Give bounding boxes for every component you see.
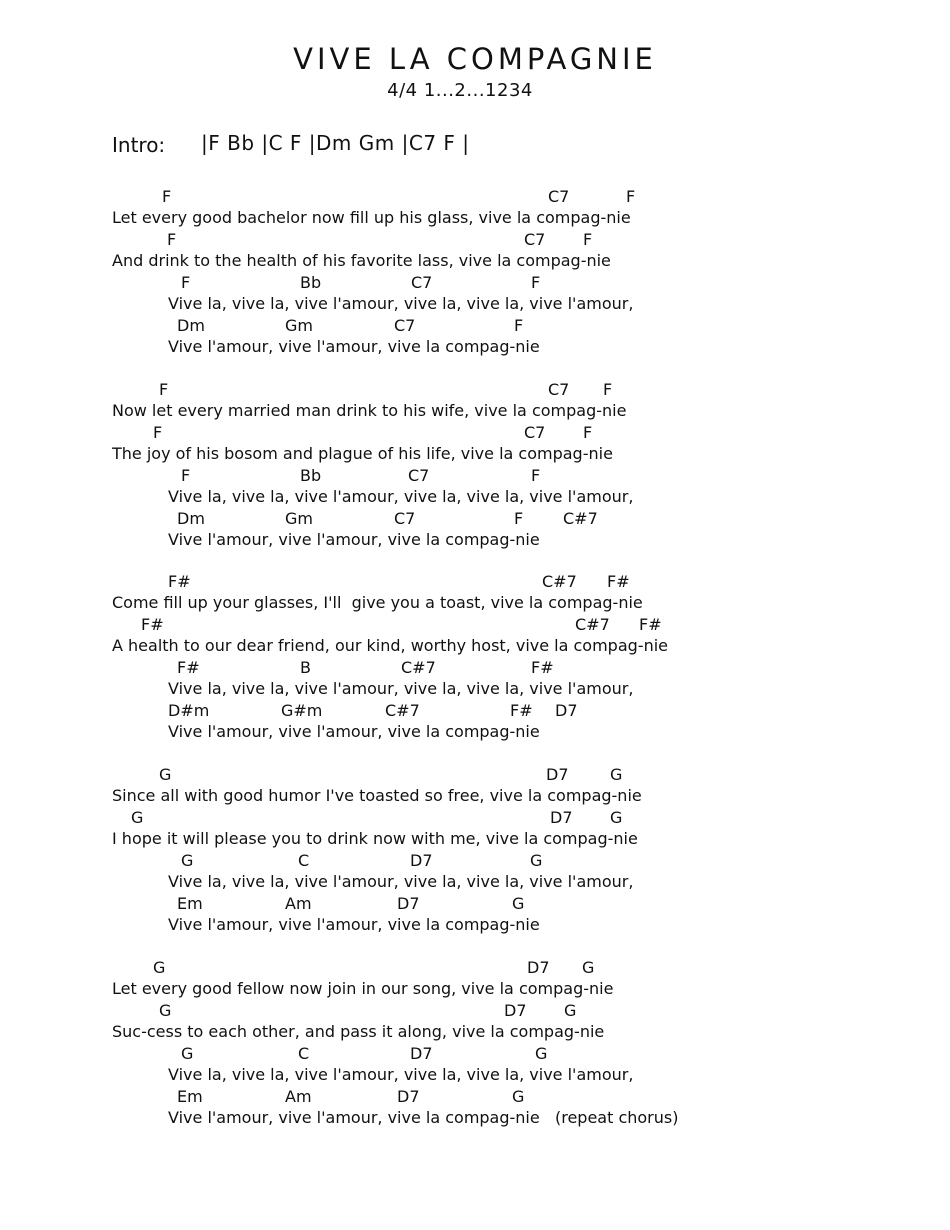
chord-label: F [583, 423, 593, 442]
chord-label: G [159, 765, 172, 784]
chorus-lyric-line: Vive l'amour, vive l'amour, vive la compag-nie [168, 530, 540, 549]
chord-label: Am [285, 1087, 312, 1106]
chord-label: G [131, 808, 144, 827]
chord-label: G [181, 1044, 194, 1063]
chord-label: F [531, 466, 541, 485]
intro-chord-bars: |F Bb |C F |Dm Gm |C7 F | [201, 131, 470, 155]
chord-label: Gm [285, 509, 313, 528]
chord-label: F [626, 187, 636, 206]
chord-label: F [167, 230, 177, 249]
chord-label: F [603, 380, 613, 399]
chord-label: F# [510, 701, 533, 720]
intro-label: Intro: [112, 133, 166, 157]
chord-label: F# [607, 572, 630, 591]
chord-label: Gm [285, 316, 313, 335]
chord-label: F# [168, 572, 191, 591]
chord-label: D7 [397, 1087, 420, 1106]
chord-label: F [153, 423, 163, 442]
chord-label: Am [285, 894, 312, 913]
chorus-lyric-line: Vive l'amour, vive l'amour, vive la compag-nie [168, 337, 540, 356]
chord-label: C [298, 1044, 310, 1063]
chord-label: F [159, 380, 169, 399]
chord-label: G [610, 765, 623, 784]
chord-label: G#m [281, 701, 323, 720]
chord-label: F# [639, 615, 662, 634]
chord-label: C#7 [542, 572, 577, 591]
chord-label: D7 [410, 1044, 433, 1063]
chord-label: G [512, 894, 525, 913]
chord-label: D7 [527, 958, 550, 977]
chord-label: G [610, 808, 623, 827]
verse-lyric-line: Let every good bachelor now fill up his glass, vive la compag-nie [112, 208, 631, 227]
chord-label: F [181, 466, 191, 485]
chord-label: F [514, 316, 524, 335]
chord-label: F [162, 187, 172, 206]
chord-label: C#7 [575, 615, 610, 634]
verse-lyric-line: I hope it will please you to drink now with me, vive la compag-nie [112, 829, 638, 848]
chord-label: D7 [555, 701, 578, 720]
chorus-lyric-line: Vive l'amour, vive l'amour, vive la compag-nie (repeat chorus) [168, 1108, 679, 1127]
verse-lyric-line: Suc-cess to each other, and pass it along, vive la compag-nie [112, 1022, 605, 1041]
chorus-lyric-line: Vive l'amour, vive l'amour, vive la compag-nie [168, 915, 540, 934]
chord-label: Bb [300, 273, 322, 292]
chord-label: C7 [524, 423, 546, 442]
chord-label: G [153, 958, 166, 977]
chord-label: C7 [411, 273, 433, 292]
chorus-lyric-line: Vive la, vive la, vive l'amour, vive la, vive la, vive l'amour, [168, 1065, 634, 1084]
chord-label: C7 [548, 380, 570, 399]
chord-label: F [583, 230, 593, 249]
chord-label: C7 [408, 466, 430, 485]
chord-label: G [530, 851, 543, 870]
chord-label: F# [531, 658, 554, 677]
verse-lyric-line: And drink to the health of his favorite lass, vive la compag-nie [112, 251, 611, 270]
chord-label: G [564, 1001, 577, 1020]
verse-lyric-line: A health to our dear friend, our kind, worthy host, vive la compag-nie [112, 636, 668, 655]
chord-label: C [298, 851, 310, 870]
chord-label: C#7 [385, 701, 420, 720]
chord-label: G [512, 1087, 525, 1106]
chord-label: F [531, 273, 541, 292]
chord-label: G [181, 851, 194, 870]
verse-lyric-line: Come fill up your glasses, I'll give you a toast, vive la compag-nie [112, 593, 643, 612]
chord-label: G [159, 1001, 172, 1020]
chord-label: Em [177, 894, 203, 913]
chord-label: Em [177, 1087, 203, 1106]
chord-label: F# [177, 658, 200, 677]
chord-label: F [514, 509, 524, 528]
chorus-lyric-line: Vive la, vive la, vive l'amour, vive la, vive la, vive l'amour, [168, 294, 634, 313]
chord-label: D#m [168, 701, 210, 720]
chord-label: F [181, 273, 191, 292]
verse-lyric-line: The joy of his bosom and plague of his life, vive la compag-nie [112, 444, 613, 463]
chord-label: D7 [546, 765, 569, 784]
chord-label: C7 [394, 509, 416, 528]
chorus-lyric-line: Vive la, vive la, vive l'amour, vive la, vive la, vive l'amour, [168, 487, 634, 506]
chord-label: C7 [548, 187, 570, 206]
chorus-lyric-line: Vive la, vive la, vive l'amour, vive la, vive la, vive l'amour, [168, 679, 634, 698]
verse-lyric-line: Now let every married man drink to his wife, vive la compag-nie [112, 401, 627, 420]
chord-label: C#7 [563, 509, 598, 528]
time-signature: 4/4 1...2...1234 [387, 80, 533, 101]
chord-label: Dm [177, 509, 205, 528]
chord-label: D7 [397, 894, 420, 913]
chord-label: C#7 [401, 658, 436, 677]
chord-label: C7 [394, 316, 416, 335]
chord-label: G [535, 1044, 548, 1063]
chord-label: G [582, 958, 595, 977]
chord-label: B [300, 658, 311, 677]
chord-label: Dm [177, 316, 205, 335]
verse-lyric-line: Let every good fellow now join in our song, vive la compag-nie [112, 979, 614, 998]
chord-label: Bb [300, 466, 322, 485]
verse-lyric-line: Since all with good humor I've toasted so free, vive la compag-nie [112, 786, 642, 805]
chord-label: F# [141, 615, 164, 634]
song-title: VIVE LA COMPAGNIE [293, 42, 657, 76]
chorus-lyric-line: Vive l'amour, vive l'amour, vive la compag-nie [168, 722, 540, 741]
chord-label: D7 [410, 851, 433, 870]
chord-label: D7 [550, 808, 573, 827]
chord-label: D7 [504, 1001, 527, 1020]
chord-label: C7 [524, 230, 546, 249]
chorus-lyric-line: Vive la, vive la, vive l'amour, vive la, vive la, vive l'amour, [168, 872, 634, 891]
